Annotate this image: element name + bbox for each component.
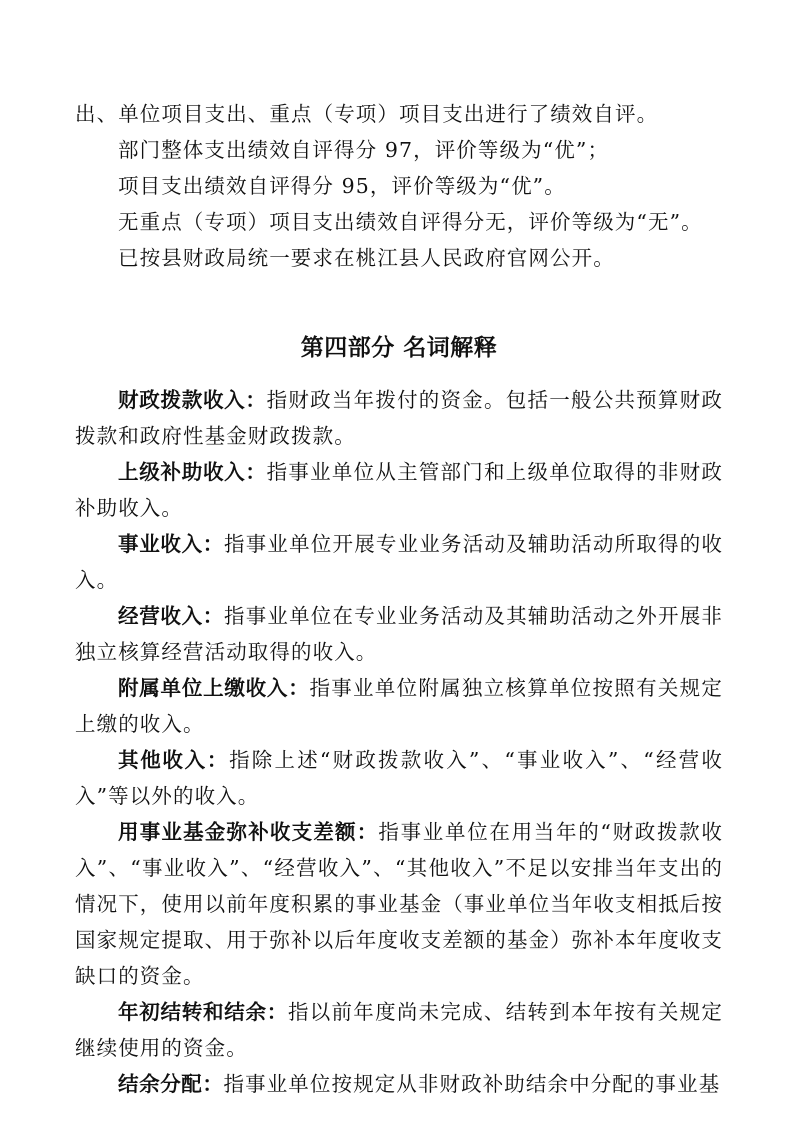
glossary-definition: 指事业单位开展专业业务活动及辅助活动所取得的收入。 [75, 532, 723, 592]
summary-line: 出、单位项目支出、重点（专项）项目支出进行了绩效自评。 [75, 102, 659, 126]
glossary-entry [75, 994, 723, 1066]
glossary-definition: 指事业单位按规定从非财政补助结余中分配的事业基 [223, 1072, 721, 1096]
glossary-definition: 指财政当年拨付的资金。包括一般公共预算财政拨款和政府性基金财政拨款。 [75, 388, 723, 448]
summary-line: 项目支出绩效自评得分 95，评价等级为“优”。 [118, 174, 566, 198]
glossary-entry [75, 670, 723, 742]
glossary [75, 382, 723, 1102]
glossary-term: 经营收入： [118, 604, 224, 628]
section-heading: 第四部分 名词解释 [300, 335, 498, 361]
glossary-definition: 指以前年度尚未完成、结转到本年按有关规定继续使用的资金。 [75, 1000, 723, 1060]
glossary-definition: 指除上述“财政拨款收入”、“事业收入”、“经营收入”等以外的收入。 [75, 748, 723, 808]
glossary-term: 年初结转和结余： [118, 1000, 289, 1024]
glossary-definition: 指事业单位在专业业务活动及其辅助活动之外开展非独立核算经营活动取得的收入。 [75, 604, 723, 664]
performance-summary [75, 96, 723, 276]
glossary-term: 财政拨款收入： [118, 388, 267, 412]
summary-line: 无重点（专项）项目支出绩效自评得分无，评价等级为“无”。 [118, 210, 703, 234]
glossary-term: 结余分配： [118, 1072, 224, 1096]
glossary-definition: 指事业单位在用当年的“财政拨款收入”、“事业收入”、“经营收入”、“其他收入”不足以安排当年支出的情况下，使用以前年度积累的事业基金（事业单位当年收支相抵后按国家规定提取、用于弥补以后年度收支差额的基金）弥补本年度收支缺口的资金。 [75, 820, 723, 988]
glossary-entry [75, 1066, 723, 1102]
glossary-entry [75, 598, 723, 670]
glossary-entry [75, 526, 723, 598]
glossary-term: 用事业基金弥补收支差额： [118, 820, 379, 844]
glossary-term: 附属单位上缴收入： [118, 676, 310, 700]
glossary-term: 事业收入： [118, 532, 224, 556]
glossary-definition: 指事业单位附属独立核算单位按照有关规定上缴的收入。 [75, 676, 723, 736]
glossary-definition: 指事业单位从主管部门和上级单位取得的非财政补助收入。 [75, 460, 723, 520]
summary-line: 部门整体支出绩效自评得分 97，评价等级为“优”； [118, 138, 610, 162]
glossary-entry [75, 454, 723, 526]
glossary-term: 其他收入： [118, 748, 230, 772]
glossary-entry [75, 814, 723, 994]
glossary-term: 上级补助收入： [118, 460, 267, 484]
summary-line: 已按县财政局统一要求在桃江县人民政府官网公开。 [118, 246, 615, 270]
glossary-entry [75, 742, 723, 814]
glossary-entry [75, 382, 723, 454]
